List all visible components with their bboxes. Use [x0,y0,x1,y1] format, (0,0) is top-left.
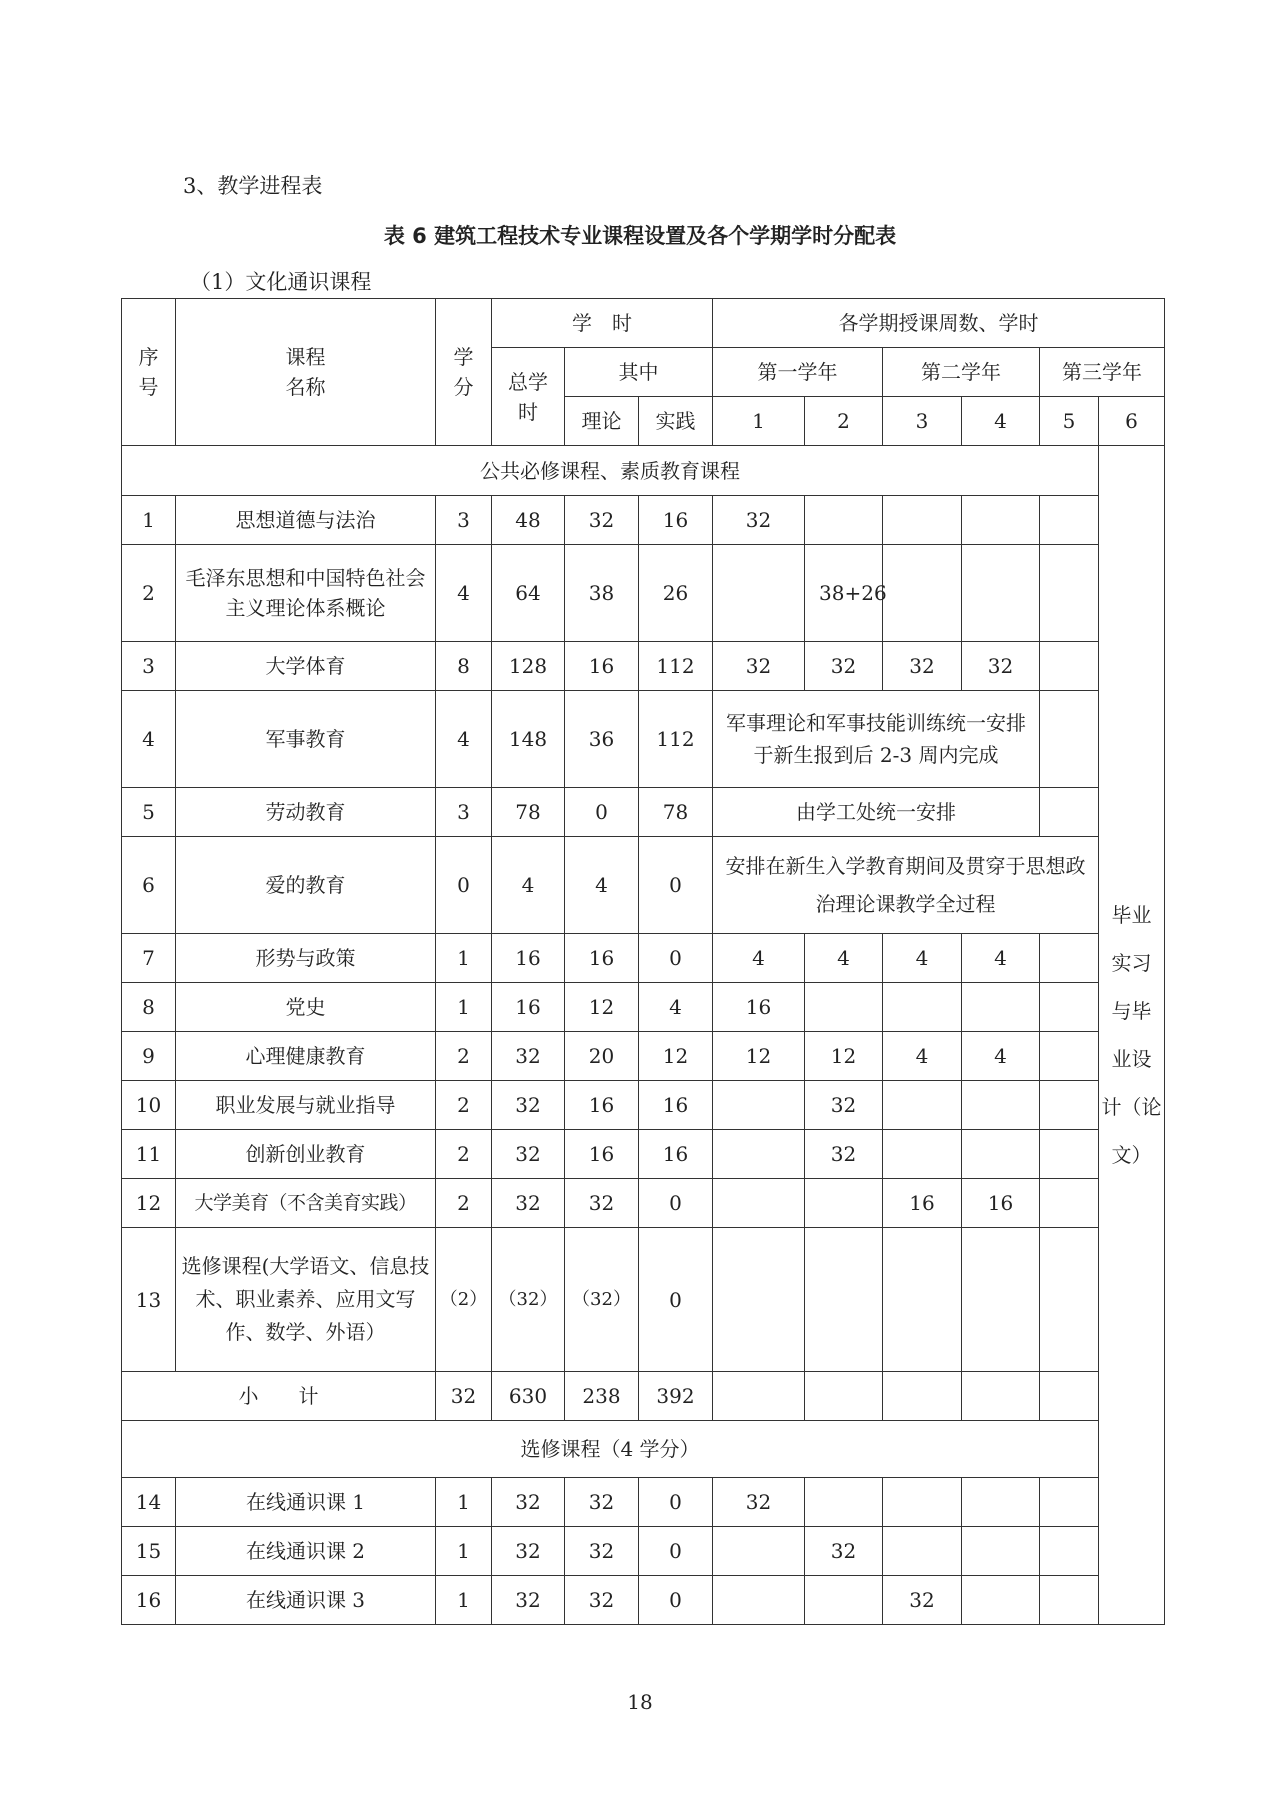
cell-total: （32） [492,1228,565,1372]
cell-s2 [805,983,883,1032]
cell-total: 148 [492,691,565,788]
table-row [122,788,1165,837]
cell-no: 16 [122,1576,176,1625]
cell-s5 [1040,1372,1099,1421]
header-credit: 学 分 [436,299,492,446]
table-row [122,1228,1165,1372]
cell-theory: 32 [565,496,639,545]
cell-name: 在线通识课 3 [176,1576,436,1625]
cell-theory: 32 [565,1179,639,1228]
cell-total: 32 [492,1576,565,1625]
cell-s2 [805,1372,883,1421]
cell-practice: 78 [639,788,713,837]
table-row [122,1081,1165,1130]
cell-name: 爱的教育 [176,837,436,934]
table-row [122,642,1165,691]
cell-s5 [1040,1032,1099,1081]
cell-s1 [713,1179,805,1228]
cell-total: 64 [492,545,565,642]
cell-no: 9 [122,1032,176,1081]
cell-s4 [962,1576,1040,1625]
table-row [122,1527,1165,1576]
table-row [122,1576,1165,1625]
cell-theory: 16 [565,1130,639,1179]
cell-total: 32 [492,1478,565,1527]
cell-practice: 12 [639,1032,713,1081]
header-year-3: 第三学年 [1040,348,1165,397]
table-subheading: （1）文化通识课程 [190,270,372,294]
cell-practice: 112 [639,691,713,788]
course-schedule-table [121,298,1165,1625]
header-year-1: 第一学年 [713,348,883,397]
cell-name: 在线通识课 2 [176,1527,436,1576]
cell-practice: 16 [639,496,713,545]
cell-merged-note: 军事理论和军事技能训练统一安排于新生报到后 2-3 周内完成 [713,691,1040,788]
cell-s1 [713,545,805,642]
cell-total: 32 [492,1527,565,1576]
cell-name: 职业发展与就业指导 [176,1081,436,1130]
cell-theory: 16 [565,934,639,983]
header-sem-5: 5 [1040,397,1099,446]
section-row [122,1421,1165,1478]
cell-credit: 1 [436,934,492,983]
cell-no: 3 [122,642,176,691]
cell-s4: 4 [962,934,1040,983]
cell-s4: 32 [962,642,1040,691]
table-row [122,545,1165,642]
table-row [122,1032,1165,1081]
cell-theory: 38 [565,545,639,642]
header-sem-6: 6 [1099,397,1165,446]
cell-credit: 2 [436,1179,492,1228]
cell-s2: 4 [805,934,883,983]
table-row [122,1478,1165,1527]
cell-name: 创新创业教育 [176,1130,436,1179]
subtotal-credit: 32 [436,1372,492,1421]
cell-theory: 0 [565,788,639,837]
header-course-name: 课程 名称 [176,299,436,446]
header-seq: 序 号 [122,299,176,446]
section-title: 公共必修课程、素质教育课程 [122,446,1099,496]
cell-s1: 16 [713,983,805,1032]
cell-practice: 0 [639,934,713,983]
cell-no: 8 [122,983,176,1032]
cell-credit: 1 [436,983,492,1032]
cell-no: 6 [122,837,176,934]
header-of-which: 其中 [565,348,713,397]
cell-s4 [962,1228,1040,1372]
cell-merged-note: 由学工处统一安排 [713,788,1040,837]
cell-no: 7 [122,934,176,983]
cell-s5 [1040,496,1099,545]
cell-s5 [1040,1228,1099,1372]
cell-s1 [713,1372,805,1421]
header-theory: 理论 [565,397,639,446]
cell-s2: 32 [805,1081,883,1130]
cell-practice: 0 [639,1478,713,1527]
table-row [122,1179,1165,1228]
cell-theory: 32 [565,1576,639,1625]
table-row [122,496,1165,545]
cell-name: 思想道德与法治 [176,496,436,545]
cell-total: 32 [492,1081,565,1130]
cell-s1 [713,1081,805,1130]
cell-s2 [805,496,883,545]
cell-no: 10 [122,1081,176,1130]
subtotal-theory: 238 [565,1372,639,1421]
cell-name: 大学美育（不含美育实践） [176,1179,436,1228]
cell-s2: 32 [805,1130,883,1179]
cell-total: 4 [492,837,565,934]
cell-s4 [962,1130,1040,1179]
cell-name: 毛泽东思想和中国特色社会主义理论体系概论 [176,545,436,642]
internship-cell: 毕业 实习 与毕 业设 计（论 文） [1099,446,1165,1625]
header-practice: 实践 [639,397,713,446]
cell-theory: 36 [565,691,639,788]
cell-practice: 16 [639,1081,713,1130]
cell-credit: 0 [436,837,492,934]
cell-s5 [1040,1576,1099,1625]
cell-total: 78 [492,788,565,837]
cell-no: 4 [122,691,176,788]
cell-total: 128 [492,642,565,691]
cell-s3: 4 [883,934,962,983]
cell-theory: 32 [565,1478,639,1527]
cell-s5 [1040,545,1099,642]
cell-credit: 1 [436,1527,492,1576]
header-sem-2: 2 [805,397,883,446]
cell-s1: 32 [713,496,805,545]
cell-s2 [805,1576,883,1625]
subtotal-practice: 392 [639,1372,713,1421]
cell-name: 劳动教育 [176,788,436,837]
cell-s2 [805,1179,883,1228]
cell-s3: 32 [883,1576,962,1625]
subtotal-row [122,1372,1165,1421]
cell-practice: 0 [639,1576,713,1625]
cell-no: 13 [122,1228,176,1372]
header-sem-4: 4 [962,397,1040,446]
cell-s5 [1040,1130,1099,1179]
cell-merged-note: 安排在新生入学教育期间及贯穿于思想政治理论课教学全过程 [713,837,1099,934]
cell-s3 [883,545,962,642]
cell-s3 [883,496,962,545]
cell-s4 [962,983,1040,1032]
header-semesters: 各学期授课周数、学时 [713,299,1165,348]
cell-s4 [962,1527,1040,1576]
cell-theory: 4 [565,837,639,934]
cell-s3 [883,1478,962,1527]
cell-no: 1 [122,496,176,545]
cell-name: 形势与政策 [176,934,436,983]
cell-no: 14 [122,1478,176,1527]
cell-s5 [1040,1081,1099,1130]
page-number: 18 [627,1690,653,1714]
cell-s5 [1040,934,1099,983]
cell-s3: 16 [883,1179,962,1228]
cell-practice: 0 [639,1527,713,1576]
cell-s4 [962,496,1040,545]
cell-theory: 32 [565,1527,639,1576]
cell-s4 [962,1478,1040,1527]
cell-total: 32 [492,1179,565,1228]
cell-s2 [805,1478,883,1527]
cell-s5 [1040,642,1099,691]
cell-credit: 4 [436,545,492,642]
table-title: 表 6 建筑工程技术专业课程设置及各个学期学时分配表 [383,224,897,248]
cell-name: 党史 [176,983,436,1032]
cell-no: 11 [122,1130,176,1179]
cell-s5 [1040,788,1099,837]
cell-s1 [713,1576,805,1625]
section-row [122,446,1165,496]
cell-credit: 2 [436,1081,492,1130]
cell-s5 [1040,983,1099,1032]
cell-s3 [883,1130,962,1179]
header-sem-3: 3 [883,397,962,446]
cell-credit: 3 [436,496,492,545]
cell-s5 [1040,1478,1099,1527]
cell-name: 在线通识课 1 [176,1478,436,1527]
section-heading: 3、教学进程表 [183,174,323,198]
cell-s4 [962,1081,1040,1130]
cell-no: 5 [122,788,176,837]
subtotal-label: 小 计 [122,1372,436,1421]
cell-theory: 16 [565,642,639,691]
cell-name: 心理健康教育 [176,1032,436,1081]
cell-s5 [1040,1179,1099,1228]
cell-practice: 0 [639,1179,713,1228]
cell-credit: 8 [436,642,492,691]
cell-practice: 0 [639,1228,713,1372]
header-row-1 [122,299,1165,348]
table-row [122,837,1165,934]
cell-theory: 16 [565,1081,639,1130]
cell-s3 [883,1081,962,1130]
header-total-hours: 总学 时 [492,348,565,446]
cell-s1: 12 [713,1032,805,1081]
cell-name: 选修课程(大学语文、信息技术、职业素养、应用文写作、数学、外语） [176,1228,436,1372]
cell-no: 12 [122,1179,176,1228]
cell-total: 16 [492,934,565,983]
cell-no: 2 [122,545,176,642]
cell-total: 16 [492,983,565,1032]
cell-s2 [805,1228,883,1372]
cell-total: 32 [492,1130,565,1179]
cell-credit: 1 [436,1576,492,1625]
cell-s5 [1040,1527,1099,1576]
cell-credit: 2 [436,1130,492,1179]
cell-s1: 32 [713,642,805,691]
table-row [122,691,1165,788]
cell-s4: 16 [962,1179,1040,1228]
cell-s2: 32 [805,642,883,691]
cell-s5 [1040,691,1099,788]
cell-practice: 26 [639,545,713,642]
cell-s1 [713,1527,805,1576]
cell-s4: 4 [962,1032,1040,1081]
cell-total: 32 [492,1032,565,1081]
cell-no: 15 [122,1527,176,1576]
cell-practice: 4 [639,983,713,1032]
header-hours: 学 时 [492,299,713,348]
cell-s3: 4 [883,1032,962,1081]
cell-theory: 12 [565,983,639,1032]
cell-name: 军事教育 [176,691,436,788]
cell-s3 [883,1228,962,1372]
table-row [122,1130,1165,1179]
cell-practice: 112 [639,642,713,691]
cell-s2: 12 [805,1032,883,1081]
cell-credit: 4 [436,691,492,788]
cell-theory: 20 [565,1032,639,1081]
cell-s2: 38+26 [805,545,883,642]
cell-s3: 32 [883,642,962,691]
cell-s3 [883,1372,962,1421]
table-row [122,934,1165,983]
cell-s1: 32 [713,1478,805,1527]
header-sem-1: 1 [713,397,805,446]
cell-s3 [883,983,962,1032]
cell-s4 [962,1372,1040,1421]
cell-credit: 2 [436,1032,492,1081]
table-row [122,983,1165,1032]
cell-s3 [883,1527,962,1576]
cell-s1 [713,1228,805,1372]
cell-credit: （2） [436,1228,492,1372]
subtotal-total: 630 [492,1372,565,1421]
cell-credit: 1 [436,1478,492,1527]
cell-credit: 3 [436,788,492,837]
cell-name: 大学体育 [176,642,436,691]
cell-practice: 0 [639,837,713,934]
cell-practice: 16 [639,1130,713,1179]
cell-s2: 32 [805,1527,883,1576]
cell-total: 48 [492,496,565,545]
header-year-2: 第二学年 [883,348,1040,397]
cell-s1: 4 [713,934,805,983]
cell-s4 [962,545,1040,642]
cell-s1 [713,1130,805,1179]
cell-theory: （32） [565,1228,639,1372]
section-title: 选修课程（4 学分） [122,1421,1099,1478]
